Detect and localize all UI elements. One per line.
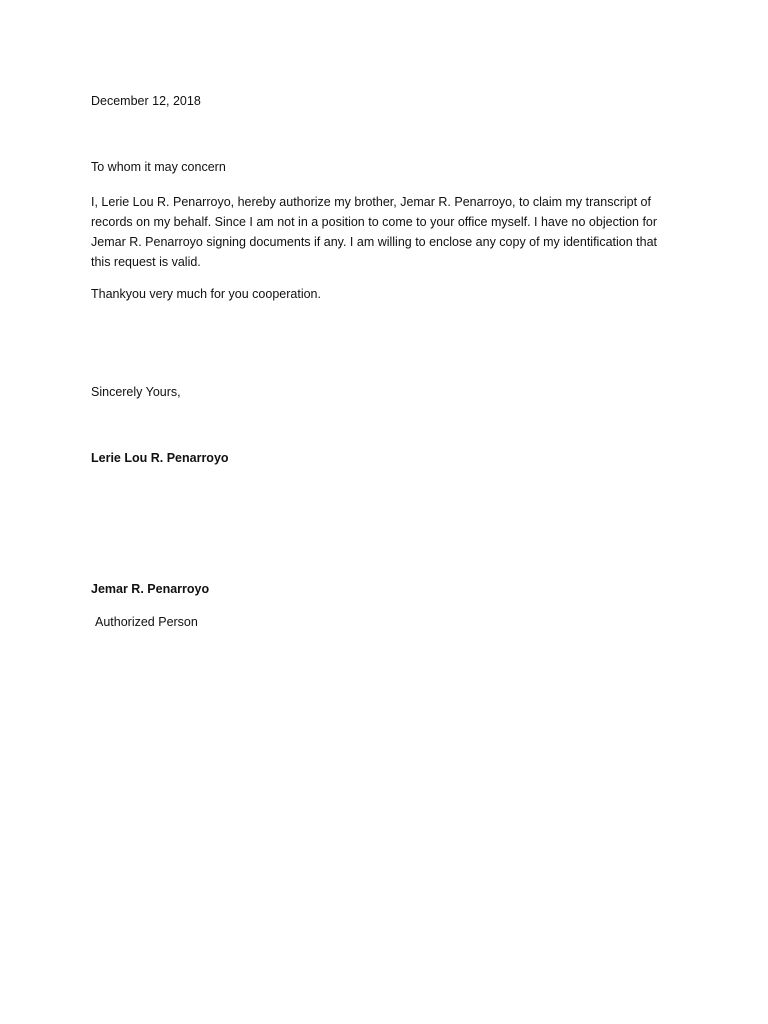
letter-body-line: records on my behalf. Since I am not in a position to come to your office myself. I have no objection for xyxy=(91,215,658,229)
letter-salutation: To whom it may concern xyxy=(91,160,226,174)
authorized-person-role: Authorized Person xyxy=(95,615,198,629)
letter-body xyxy=(91,192,681,272)
letter-date: December 12, 2018 xyxy=(91,94,201,108)
letter-body-line: I, Lerie Lou R. Penarroyo, hereby authorize my brother, Jemar R. Penarroyo, to claim my transcript of xyxy=(91,195,651,209)
letter-body-line: Jemar R. Penarroyo signing documents if any. I am willing to enclose any copy of my identification that xyxy=(91,235,658,249)
signatory-name: Lerie Lou R. Penarroyo xyxy=(91,451,229,465)
authorized-person-name: Jemar R. Penarroyo xyxy=(91,582,210,596)
letter-closing: Sincerely Yours, xyxy=(91,385,181,399)
letter-thanks: Thankyou very much for you cooperation. xyxy=(91,287,321,301)
letter-body-line: this request is valid. xyxy=(91,255,201,269)
